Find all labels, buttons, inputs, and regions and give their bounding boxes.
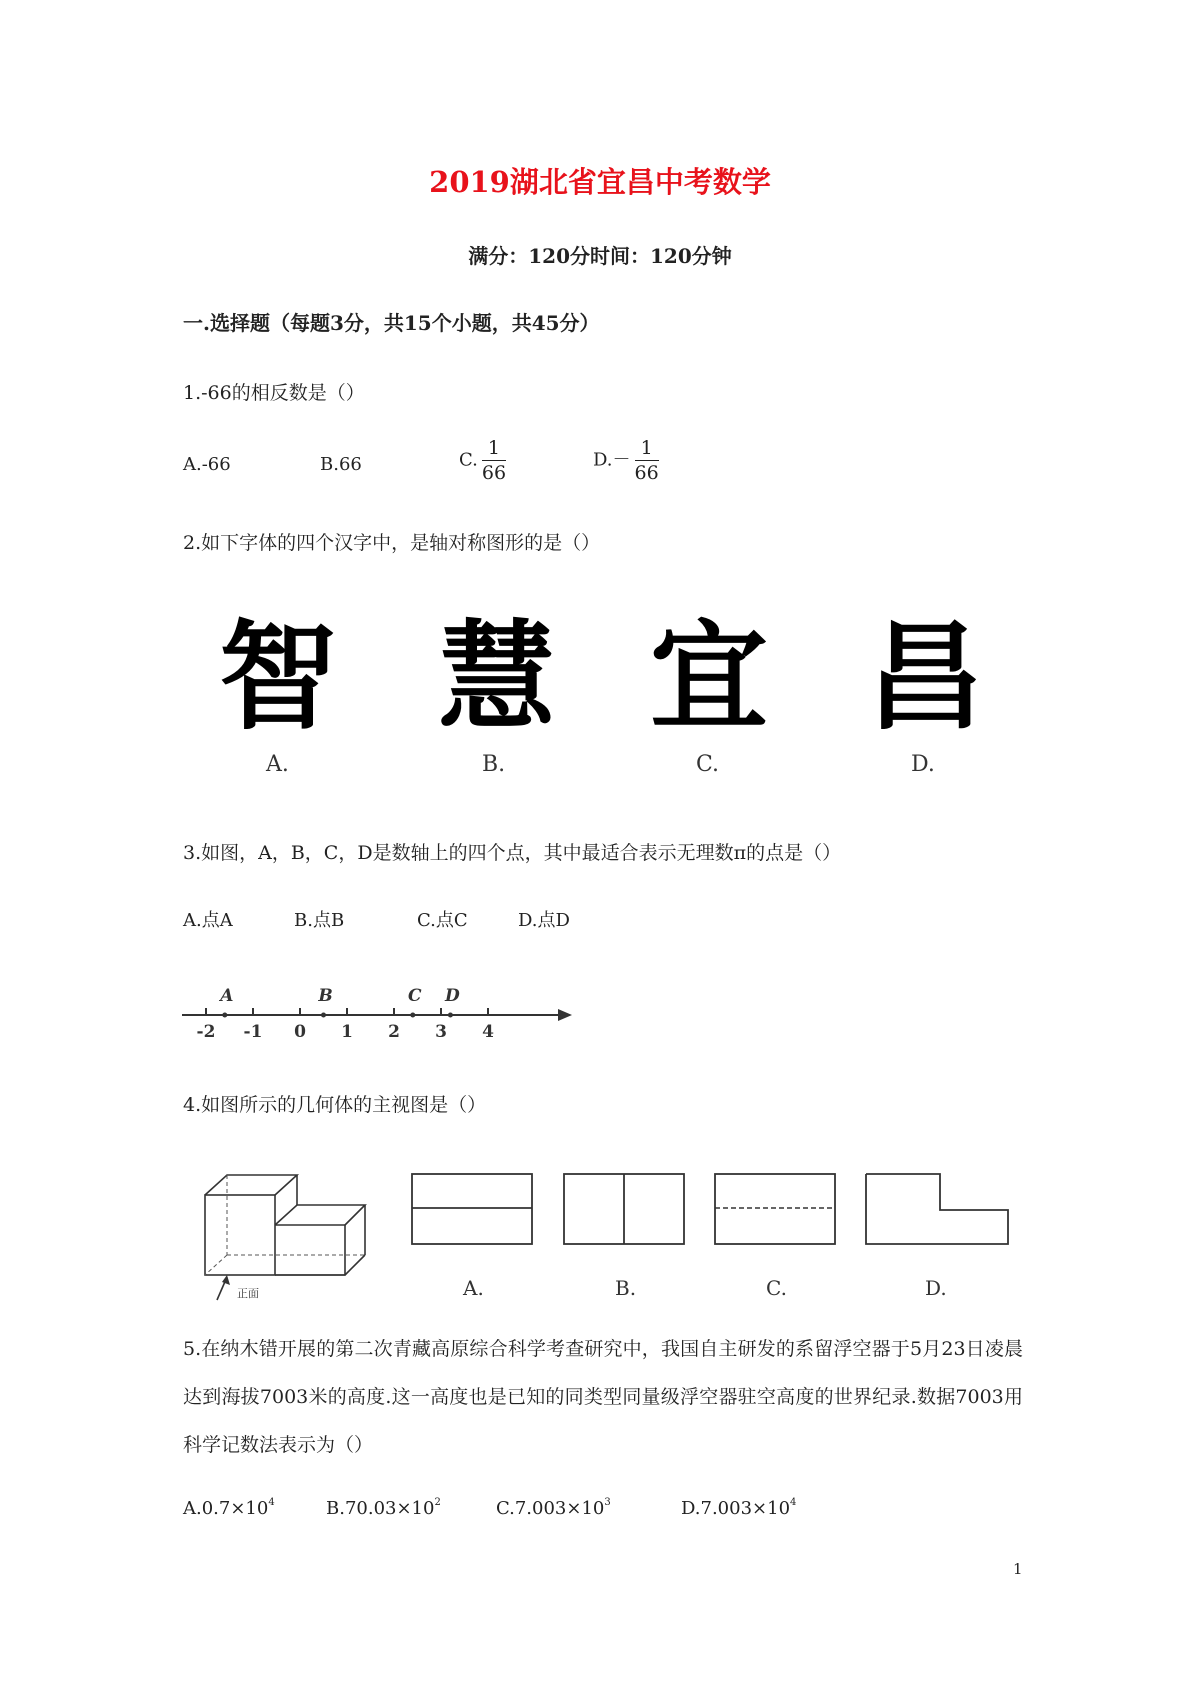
hanzi-label-c: C. xyxy=(696,752,720,777)
view-label-a: A. xyxy=(463,1276,484,1300)
axis-tick-label: 1 xyxy=(341,1022,353,1042)
question-5-option-b xyxy=(326,1497,441,1519)
question-3-option-b: B.点B xyxy=(294,910,345,931)
hanzi-label-d: D. xyxy=(911,752,935,777)
axis-point xyxy=(321,1013,326,1018)
view-option-c xyxy=(711,1170,841,1250)
question-3-option-d: D.点D xyxy=(518,910,570,931)
view-option-b xyxy=(560,1170,690,1250)
axis-tick-label: 0 xyxy=(294,1022,306,1042)
section-heading: 一.选择题（每题3分，共15个小题，共45分） xyxy=(183,311,600,335)
question-3-option-c: C.点C xyxy=(417,910,468,931)
option-c-prefix: C. xyxy=(459,449,478,471)
option-d-exponent: 4 xyxy=(790,1497,797,1508)
view-option-d xyxy=(862,1170,1012,1250)
view-option-a xyxy=(408,1170,538,1250)
question-2-stem: 2.如下字体的四个汉字中，是轴对称图形的是（） xyxy=(183,532,601,554)
hanzi-label-a: A. xyxy=(266,752,289,777)
axis-arrow-icon xyxy=(558,1009,572,1021)
option-c-base: C.7.003×10 xyxy=(496,1498,605,1519)
fraction-numerator: 1 xyxy=(482,436,506,461)
hanzi-option-a: 智 xyxy=(219,608,338,746)
axis-tick-label: -1 xyxy=(243,1022,263,1042)
axis-point-label: A xyxy=(220,986,234,1006)
option-b-base: B.70.03×10 xyxy=(326,1498,435,1519)
option-a-base: A.0.7×10 xyxy=(183,1498,269,1519)
axis-point xyxy=(448,1013,453,1018)
question-3-option-a: A.点A xyxy=(183,910,233,931)
axis-point-label: B xyxy=(318,986,333,1006)
axis-point xyxy=(410,1013,415,1018)
axis-tick-label: 2 xyxy=(388,1022,400,1042)
question-5-option-d xyxy=(681,1497,796,1519)
axis-tick-label: 4 xyxy=(482,1022,494,1042)
page-title: 2019湖北省宜昌中考数学 xyxy=(429,165,771,199)
fraction-denominator: 66 xyxy=(481,462,507,484)
option-c-fraction xyxy=(482,436,506,485)
hanzi-option-b: 慧 xyxy=(438,608,557,746)
fraction-denominator: 66 xyxy=(634,462,659,484)
option-d-fraction xyxy=(635,436,659,485)
view-label-c: C. xyxy=(766,1276,787,1300)
question-4-stem: 4.如图所示的几何体的主视图是（） xyxy=(183,1094,487,1116)
axis-point-label: C xyxy=(408,986,422,1006)
question-1-option-a: A.-66 xyxy=(183,454,231,475)
question-5-option-c xyxy=(496,1497,611,1519)
number-line-figure xyxy=(180,975,580,1045)
front-view-label: 正面 xyxy=(237,1287,259,1300)
hanzi-label-b: B. xyxy=(482,752,506,777)
question-1-option-c xyxy=(459,436,506,485)
hanzi-option-d: 昌 xyxy=(866,608,985,746)
view-label-b: B. xyxy=(615,1276,637,1300)
page-number: 1 xyxy=(1013,1560,1023,1578)
option-d-base: D.7.003×10 xyxy=(681,1498,791,1519)
option-c-exponent: 3 xyxy=(604,1497,611,1508)
option-a-exponent: 4 xyxy=(268,1497,275,1508)
question-3-stem: 3.如图，A，B，C，D是数轴上的四个点，其中最适合表示无理数π的点是（） xyxy=(183,842,842,864)
axis-point xyxy=(222,1013,227,1018)
question-5-stem: 5.在纳木错开展的第二次青藏高原综合科学考查研究中，我国自主研发的系留浮空器于5月23日凌晨达到海拔7003米的高度.这一高度也是已知的同类型同量级浮空器驻空高度的世界纪录.数据7003用科学记数法表示为（） xyxy=(183,1338,1023,1456)
view-label-d: D. xyxy=(925,1276,947,1300)
axis-tick-label: 3 xyxy=(435,1022,447,1042)
question-1-stem: 1.-66的相反数是（） xyxy=(183,382,365,404)
axis-point-label: D xyxy=(445,986,460,1006)
hanzi-option-c: 宜 xyxy=(650,608,769,746)
fraction-numerator: 1 xyxy=(635,436,659,461)
option-d-prefix: D.－ xyxy=(593,449,631,471)
question-1-option-d xyxy=(593,436,659,485)
option-b-exponent: 2 xyxy=(434,1497,441,1508)
exam-info: 满分：120分时间：120分钟 xyxy=(468,244,732,268)
question-5-option-a xyxy=(183,1497,275,1519)
solid-figure xyxy=(195,1155,375,1305)
axis-tick-label: -2 xyxy=(196,1022,216,1042)
question-1-option-b: B.66 xyxy=(320,454,362,475)
